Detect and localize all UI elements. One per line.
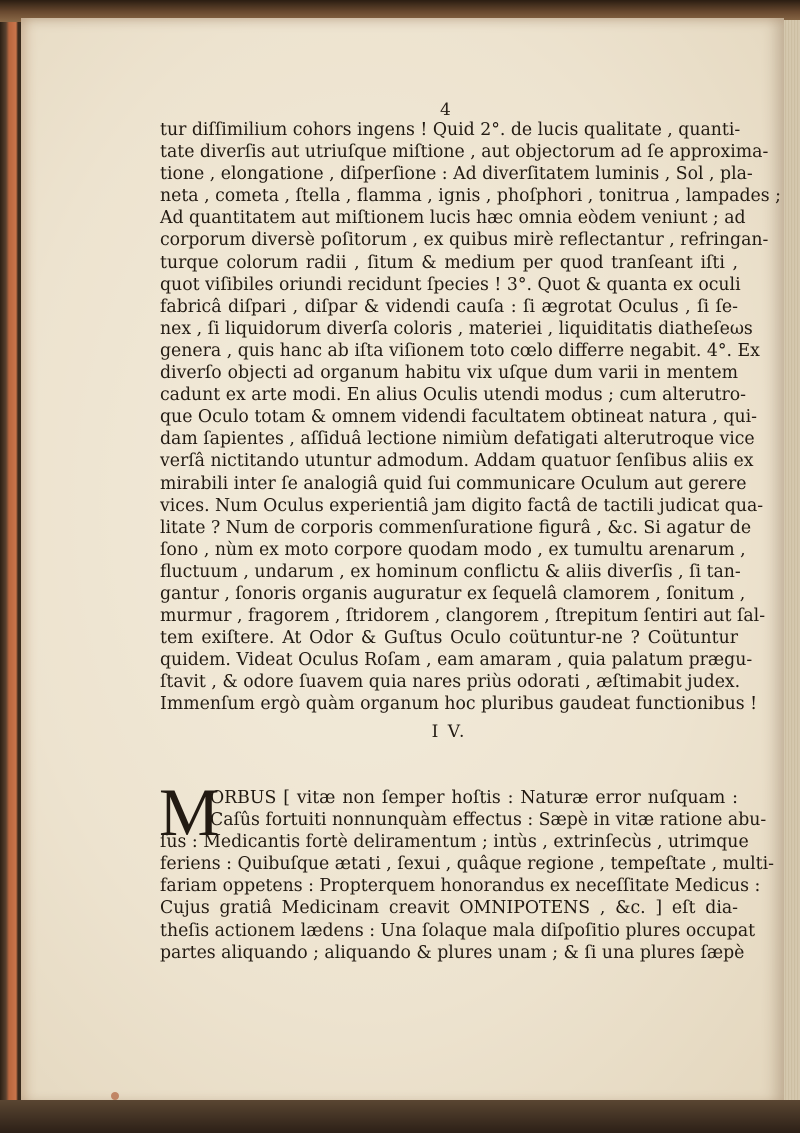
- text-line: ſono , nùm ex moto corpore quodam modo , ex tumultu arenarum ,: [160, 539, 746, 560]
- text-line: tione , elongatione , diſperſione : Ad diverſitatem luminis , Sol , pla-: [160, 164, 753, 185]
- text-line: Ad quantitatem aut miſtionem lucis hæc omnia eòdem veniunt ; ad: [160, 208, 746, 229]
- section-text-line: Caſûs fortuiti nonnunquàm effectus : Sæpè in vitæ ratione abu-: [210, 810, 767, 831]
- text-line: gantur , ſonoris organis auguratur ex ſequelâ clamorem , ſonitum ,: [160, 583, 746, 604]
- section-text-line: ORBUS [ vitæ non ſemper hoſtis : Naturæ error nuſquam :: [210, 788, 738, 808]
- section-text-line: Cujus gratiâ Medicinam creavit OMNIPOTENS , &c. ] eſt dia-: [160, 898, 738, 919]
- text-line: verſâ nictitando utuntur admodum. Addam quatuor ſenſibus aliis ex: [160, 451, 754, 472]
- section-text-line: theſis actionem lædens : Una ſolaque mala diſpoſitio plures occupat: [160, 920, 756, 941]
- text-line: corporum diversè poſitorum , ex quibus mirè reflectantur , refringan-: [160, 230, 769, 251]
- page-number: 4: [440, 100, 451, 120]
- text-line: tur diſſimilium cohors ingens ! Quid 2°. de lucis qualitate , quanti-: [160, 120, 741, 140]
- section-heading: I V.: [431, 722, 467, 742]
- paper-stain: [111, 1092, 119, 1100]
- text-line: ſtavit , & odore ſuavem quia nares priùs odorati , æſtimabit judex.: [160, 672, 741, 693]
- right-page-edges: [784, 20, 800, 1105]
- section-paragraph: [160, 787, 774, 964]
- text-line: cadunt ex arte modi. En alius Oculis utendi modus ; cum alterutro-: [160, 385, 746, 406]
- text-line: quot viſibiles oriundi recidunt ſpecies ! 3°. Quot & quanta ex oculi: [160, 274, 741, 295]
- text-line: murmur , fragorem , ſtridorem , clangorem , ſtrepitum ſentiri aut ſal-: [160, 606, 766, 627]
- text-line: que Oculo totam & omnem videndi facultatem obtineat natura , qui-: [160, 407, 757, 428]
- main-paragraph: [160, 119, 781, 716]
- section-text-line: ſus : Medicantis fortè deliramentum ; intùs , extrinſecùs , utrimque: [160, 832, 749, 853]
- text-line: neta , cometa , ſtella , flamma , ignis , phoſphori , tonitrua , lampades ;: [160, 186, 781, 207]
- text-line: Immenſum ergò quàm organum hoc pluribus gaudeat functionibus !: [160, 694, 758, 715]
- text-line: genera , quis hanc ab iſta viſionem toto cœlo differre negabit. 4°. Ex: [160, 340, 760, 361]
- book-bottom-edge: [0, 1100, 800, 1133]
- section-text-line: partes aliquando ; aliquando & plures unam ; & ſi una plures ſæpè: [160, 942, 745, 963]
- text-line: turque colorum radii , ſitum & medium per quod tranſeant iſti ,: [160, 252, 738, 273]
- text-line: litate ? Num de corporis commenſuratione figurâ , &c. Si agatur de: [160, 517, 752, 538]
- text-line: fluctuum , undarum , ex hominum conflictu & aliis diverſis , ſi tan-: [160, 561, 741, 582]
- text-line: mirabili inter ſe analogiâ quid ſui communicare Oculum aut gerere: [160, 473, 747, 494]
- text-line: diverſo objecti ad organum habitu vix uſque dum varii in mentem: [160, 363, 738, 384]
- text-line: fabricâ diſpari , diſpar & videndi cauſa : ſi ægrotat Oculus , ſi ſe-: [160, 296, 738, 317]
- text-line: tate diverſis aut utriuſque miſtione , aut objectorum ad ſe approxima-: [160, 142, 769, 163]
- text-line: dam ſapientes , aſſiduâ lectione nimiùm defatigati alterutroque vice: [160, 429, 755, 450]
- drop-cap: M: [159, 774, 220, 850]
- text-line: vices. Num Oculus experientiâ jam digito factâ de tactili judicat qua-: [160, 495, 764, 516]
- text-line: quidem. Videat Oculus Roſam , eam amaram , quia palatum prægu-: [160, 650, 753, 671]
- section-text-line: fariam oppetens : Propterquem honorandus ex neceſſitate Medicus :: [160, 876, 761, 897]
- text-line: nex , ſi liquidorum diverſa coloris , materiei , liquiditatis diatheſeωs: [160, 318, 753, 339]
- text-line: tem exiſtere. At Odor & Guſtus Oculo coütuntur-ne ? Coütuntur: [160, 628, 738, 649]
- section-text-line: feriens : Quibuſque ætati , ſexui , quâque regione , tempeſtate , multi-: [160, 854, 774, 875]
